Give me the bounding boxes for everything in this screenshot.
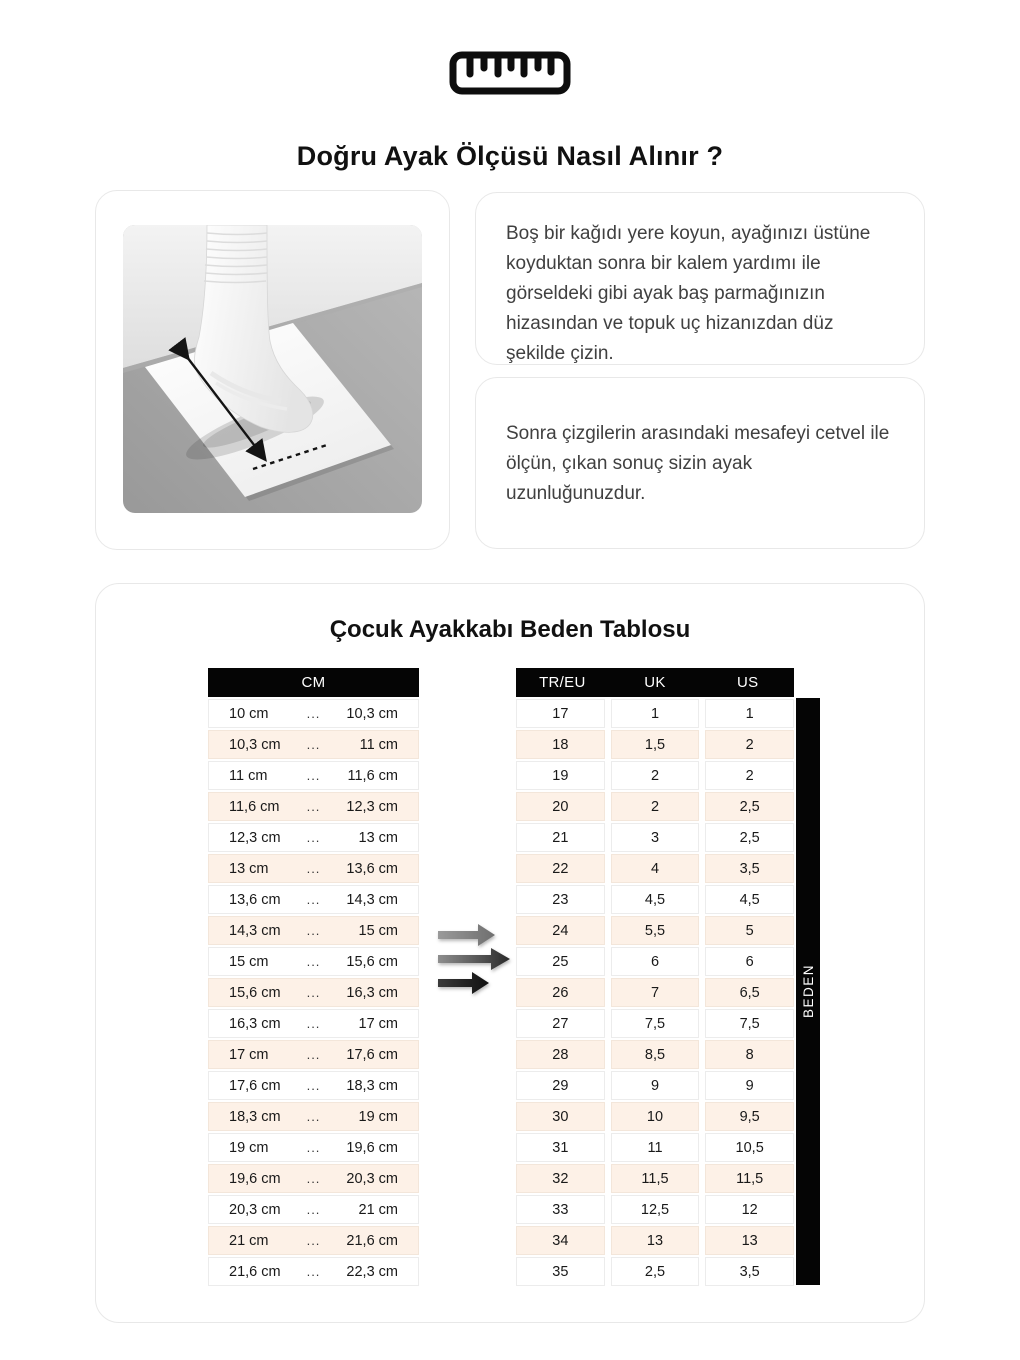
cm-range-table: [208, 668, 419, 1286]
cm-table-row: [208, 823, 419, 852]
beden-side-strip: [796, 698, 820, 1285]
cm-value-to: 21 cm: [358, 1201, 398, 1218]
beden-label: BEDEN: [800, 964, 816, 1019]
size-cell: 24: [516, 916, 605, 945]
cm-value-to: 16,3 cm: [346, 984, 398, 1001]
cm-value-to: 14,3 cm: [346, 891, 398, 908]
size-cell: 2,5: [705, 823, 794, 852]
cm-value-from: 12,3 cm: [229, 829, 281, 846]
size-cell: 4,5: [705, 885, 794, 914]
cm-value-from: 17,6 cm: [229, 1077, 281, 1094]
cm-value-from: 13 cm: [229, 860, 269, 877]
size-cell: 31: [516, 1133, 605, 1162]
size-cell: 4,5: [611, 885, 700, 914]
cm-separator: ...: [306, 1233, 321, 1248]
cm-value-to: 17,6 cm: [346, 1046, 398, 1063]
size-cell: 35: [516, 1257, 605, 1286]
cm-table-row: [208, 1226, 419, 1255]
size-table-body: [516, 699, 794, 1286]
size-table-row: [516, 916, 794, 945]
cm-value-from: 15 cm: [229, 953, 269, 970]
size-table-row: [516, 1009, 794, 1038]
size-cell: 2: [705, 761, 794, 790]
size-table-row: [516, 699, 794, 728]
cm-value-from: 13,6 cm: [229, 891, 281, 908]
cm-separator: ...: [306, 1109, 321, 1124]
size-cell: 25: [516, 947, 605, 976]
cm-table-row: [208, 1009, 419, 1038]
cm-separator: ...: [306, 1140, 321, 1155]
cm-separator: ...: [306, 1047, 321, 1062]
size-cell: 1: [705, 699, 794, 728]
size-table-row: [516, 854, 794, 883]
size-cell: 7,5: [705, 1009, 794, 1038]
cm-separator: ...: [306, 1171, 321, 1186]
size-cell: 1,5: [611, 730, 700, 759]
cm-value-from: 11 cm: [229, 767, 268, 784]
size-cell: 4: [611, 854, 700, 883]
size-table-row: [516, 1102, 794, 1131]
cm-table-row: [208, 1071, 419, 1100]
cm-header-label: CM: [301, 674, 326, 691]
cm-separator: ...: [306, 830, 321, 845]
size-table-row: [516, 1071, 794, 1100]
cm-separator: ...: [306, 737, 321, 752]
cm-value-from: 19 cm: [229, 1139, 269, 1156]
cm-table-row: [208, 792, 419, 821]
size-cell: 10: [611, 1102, 700, 1131]
cm-table-row: [208, 916, 419, 945]
size-cell: 9: [611, 1071, 700, 1100]
cm-separator: ...: [306, 1264, 321, 1279]
size-table-title: Çocuk Ayakkabı Beden Tablosu: [329, 616, 691, 643]
size-cell: 22: [516, 854, 605, 883]
size-table-row: [516, 1164, 794, 1193]
size-table-row: [516, 761, 794, 790]
cm-value-from: 17 cm: [229, 1046, 269, 1063]
size-cell: 9: [705, 1071, 794, 1100]
size-cell: 19: [516, 761, 605, 790]
size-cell: 8,5: [611, 1040, 700, 1069]
cm-value-to: 19 cm: [358, 1108, 398, 1125]
cm-table-row: [208, 730, 419, 759]
ruler-icon: [0, 50, 1020, 96]
size-cell: 9,5: [705, 1102, 794, 1131]
cm-table-row: [208, 947, 419, 976]
cm-table-row: [208, 1102, 419, 1131]
size-cell: 2: [611, 761, 700, 790]
cm-separator: ...: [306, 954, 321, 969]
cm-value-to: 19,6 cm: [346, 1139, 398, 1156]
size-cell: 10,5: [705, 1133, 794, 1162]
cm-table-row: [208, 1164, 419, 1193]
cm-value-from: 19,6 cm: [229, 1170, 281, 1187]
size-table-row: [516, 1040, 794, 1069]
size-table-row: [516, 730, 794, 759]
size-cell: 32: [516, 1164, 605, 1193]
cm-table-row: [208, 699, 419, 728]
size-cell: 13: [611, 1226, 700, 1255]
size-cell: 21: [516, 823, 605, 852]
cm-value-from: 20,3 cm: [229, 1201, 281, 1218]
size-cell: 18: [516, 730, 605, 759]
size-cell: 2: [611, 792, 700, 821]
cm-table-body: [208, 699, 419, 1286]
cm-value-to: 17 cm: [358, 1015, 398, 1032]
cm-separator: ...: [306, 768, 321, 783]
size-cell: 33: [516, 1195, 605, 1224]
foot-measurement-photo: [123, 225, 422, 513]
size-cell: 5,5: [611, 916, 700, 945]
cm-value-from: 10,3 cm: [229, 736, 281, 753]
foot-photo-card: [95, 190, 450, 550]
size-cell: 12: [705, 1195, 794, 1224]
size-cell: 13: [705, 1226, 794, 1255]
transfer-arrows-icon: [436, 920, 512, 1003]
cm-table-row: [208, 1257, 419, 1286]
size-cell: 6: [611, 947, 700, 976]
size-cell: 11: [611, 1133, 700, 1162]
cm-separator: ...: [306, 892, 321, 907]
size-cell: 12,5: [611, 1195, 700, 1224]
size-table-card: [95, 583, 925, 1323]
size-cell: 20: [516, 792, 605, 821]
size-table-row: [516, 792, 794, 821]
cm-value-from: 10 cm: [229, 705, 269, 722]
cm-table-row: [208, 1195, 419, 1224]
cm-value-to: 15,6 cm: [346, 953, 398, 970]
cm-separator: ...: [306, 799, 321, 814]
size-table-row: [516, 885, 794, 914]
cm-table-row: [208, 854, 419, 883]
size-table-row: [516, 823, 794, 852]
cm-value-from: 21,6 cm: [229, 1263, 281, 1280]
cm-table-row: [208, 1040, 419, 1069]
cm-separator: ...: [306, 923, 321, 938]
size-cell: 23: [516, 885, 605, 914]
size-cell: 29: [516, 1071, 605, 1100]
cm-table-row: [208, 978, 419, 1007]
cm-value-to: 10,3 cm: [346, 705, 398, 722]
cm-table-header: [208, 668, 419, 697]
cm-separator: ...: [306, 861, 321, 876]
cm-separator: ...: [306, 1202, 321, 1217]
size-cell: 1: [611, 699, 700, 728]
size-cell: 27: [516, 1009, 605, 1038]
cm-separator: ...: [306, 985, 321, 1000]
cm-value-to: 12,3 cm: [346, 798, 398, 815]
cm-value-to: 22,3 cm: [346, 1263, 398, 1280]
cm-table-row: [208, 885, 419, 914]
size-header-label: US: [736, 674, 759, 691]
cm-value-from: 18,3 cm: [229, 1108, 281, 1125]
cm-value-from: 14,3 cm: [229, 922, 281, 939]
size-cell: 7: [611, 978, 700, 1007]
size-cell: 11,5: [705, 1164, 794, 1193]
cm-value-to: 11 cm: [359, 736, 398, 753]
size-cell: 3: [611, 823, 700, 852]
cm-separator: ...: [306, 1016, 321, 1031]
cm-value-to: 20,3 cm: [346, 1170, 398, 1187]
cm-value-to: 21,6 cm: [346, 1232, 398, 1249]
size-cell: 34: [516, 1226, 605, 1255]
size-header-label: UK: [644, 674, 666, 691]
size-table-row: [516, 947, 794, 976]
cm-value-from: 15,6 cm: [229, 984, 281, 1001]
cm-value-to: 13 cm: [358, 829, 398, 846]
size-table-row: [516, 1195, 794, 1224]
size-table-row: [516, 978, 794, 1007]
cm-value-to: 11,6 cm: [347, 767, 398, 784]
cm-separator: ...: [306, 1078, 321, 1093]
size-cell: 3,5: [705, 1257, 794, 1286]
page-title: Doğru Ayak Ölçüsü Nasıl Alınır ?: [296, 141, 724, 172]
instruction-card-1: [475, 192, 925, 365]
cm-value-to: 15 cm: [358, 922, 398, 939]
cm-value-to: 13,6 cm: [346, 860, 398, 877]
size-cell: 5: [705, 916, 794, 945]
size-cell: 2: [705, 730, 794, 759]
cm-value-from: 11,6 cm: [229, 798, 280, 815]
international-size-table: [516, 668, 794, 1286]
size-cell: 17: [516, 699, 605, 728]
cm-value-from: 16,3 cm: [229, 1015, 281, 1032]
size-cell: 26: [516, 978, 605, 1007]
size-cell: 6: [705, 947, 794, 976]
size-table-row: [516, 1257, 794, 1286]
size-cell: 11,5: [611, 1164, 700, 1193]
instruction-step-1: Boş bir kağıdı yere koyun, ayağınızı üstüne koyduktan sonra bir kalem yardımı ile görseldeki gibi ayak baş parmağınızın hizasından ve topuk uç hizanızdan düz şekilde çizin.: [506, 223, 871, 364]
size-cell: 28: [516, 1040, 605, 1069]
cm-table-row: [208, 761, 419, 790]
instruction-card-2: [475, 377, 925, 549]
size-header-label: TR/EU: [539, 674, 586, 691]
size-cell: 2,5: [705, 792, 794, 821]
cm-value-to: 18,3 cm: [346, 1077, 398, 1094]
cm-table-row: [208, 1133, 419, 1162]
size-cell: 3,5: [705, 854, 794, 883]
cm-value-from: 21 cm: [229, 1232, 269, 1249]
size-cell: 2,5: [611, 1257, 700, 1286]
size-table-header: [516, 668, 794, 697]
size-cell: 30: [516, 1102, 605, 1131]
size-cell: 8: [705, 1040, 794, 1069]
cm-separator: ...: [306, 706, 321, 721]
instruction-step-2: Sonra çizgilerin arasındaki mesafeyi cetvel ile ölçün, çıkan sonuç sizin ayak uzunluğunuzdur.: [506, 423, 890, 504]
size-cell: 6,5: [705, 978, 794, 1007]
size-cell: 7,5: [611, 1009, 700, 1038]
size-table-row: [516, 1133, 794, 1162]
size-table-row: [516, 1226, 794, 1255]
